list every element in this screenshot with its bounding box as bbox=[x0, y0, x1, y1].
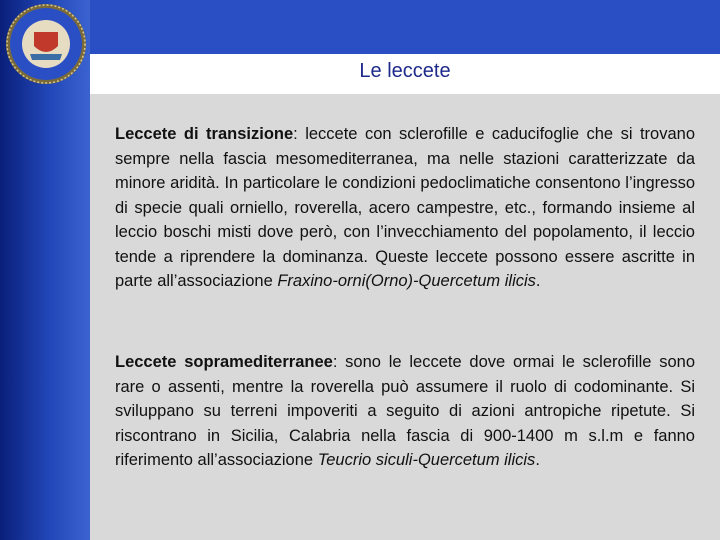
paragraph-body: : leccete con sclerofille e caducifoglie che si trovano sempre nella fascia mesomediterranea, ma nelle stazioni caratterizzate da minore aridità. In particolare le condizioni pedoclimatiche consentono l’ingresso di specie quali orniello, roverella, acero campestre, etc., formando insieme al leccio boschi misti dove però, con l’invecchiamento del popolamento, il leccio tende a riprendere la dominanza. Queste leccete possono essere ascritte in parte all’associazione bbox=[115, 125, 695, 290]
header-band bbox=[90, 0, 720, 54]
paragraph-end: . bbox=[535, 272, 541, 290]
paragraph-lead: Leccete sopramediterranee bbox=[115, 353, 333, 371]
paragraph-supramediterranean-holm-oak bbox=[115, 350, 695, 473]
association-name: Teucrio siculi-Quercetum ilicis bbox=[317, 451, 536, 469]
university-seal-logo bbox=[4, 2, 88, 86]
paragraph-transition-holm-oak bbox=[115, 122, 695, 294]
paragraph-lead: Leccete di transizione bbox=[115, 125, 294, 143]
paragraph-body: : sono le leccete dove ormai le sclerofille sono rare o assenti, mentre la roverella può assumere il ruolo di codominante. Si sviluppano su terreni impoveriti a seguito di azioni antropiche ripetute. Si riscontrano in Sicilia, Calabria nella fascia di 900-1400 m s.l.m e fanno riferimento all’associazione bbox=[115, 353, 696, 469]
seal-ship-icon bbox=[30, 54, 62, 60]
association-name: Fraxino-orni(Orno)-Quercetum ilicis bbox=[277, 272, 536, 290]
slide-title: Le leccete bbox=[359, 60, 451, 82]
paragraph-end: . bbox=[535, 451, 540, 469]
seal-shield-icon bbox=[34, 32, 58, 52]
